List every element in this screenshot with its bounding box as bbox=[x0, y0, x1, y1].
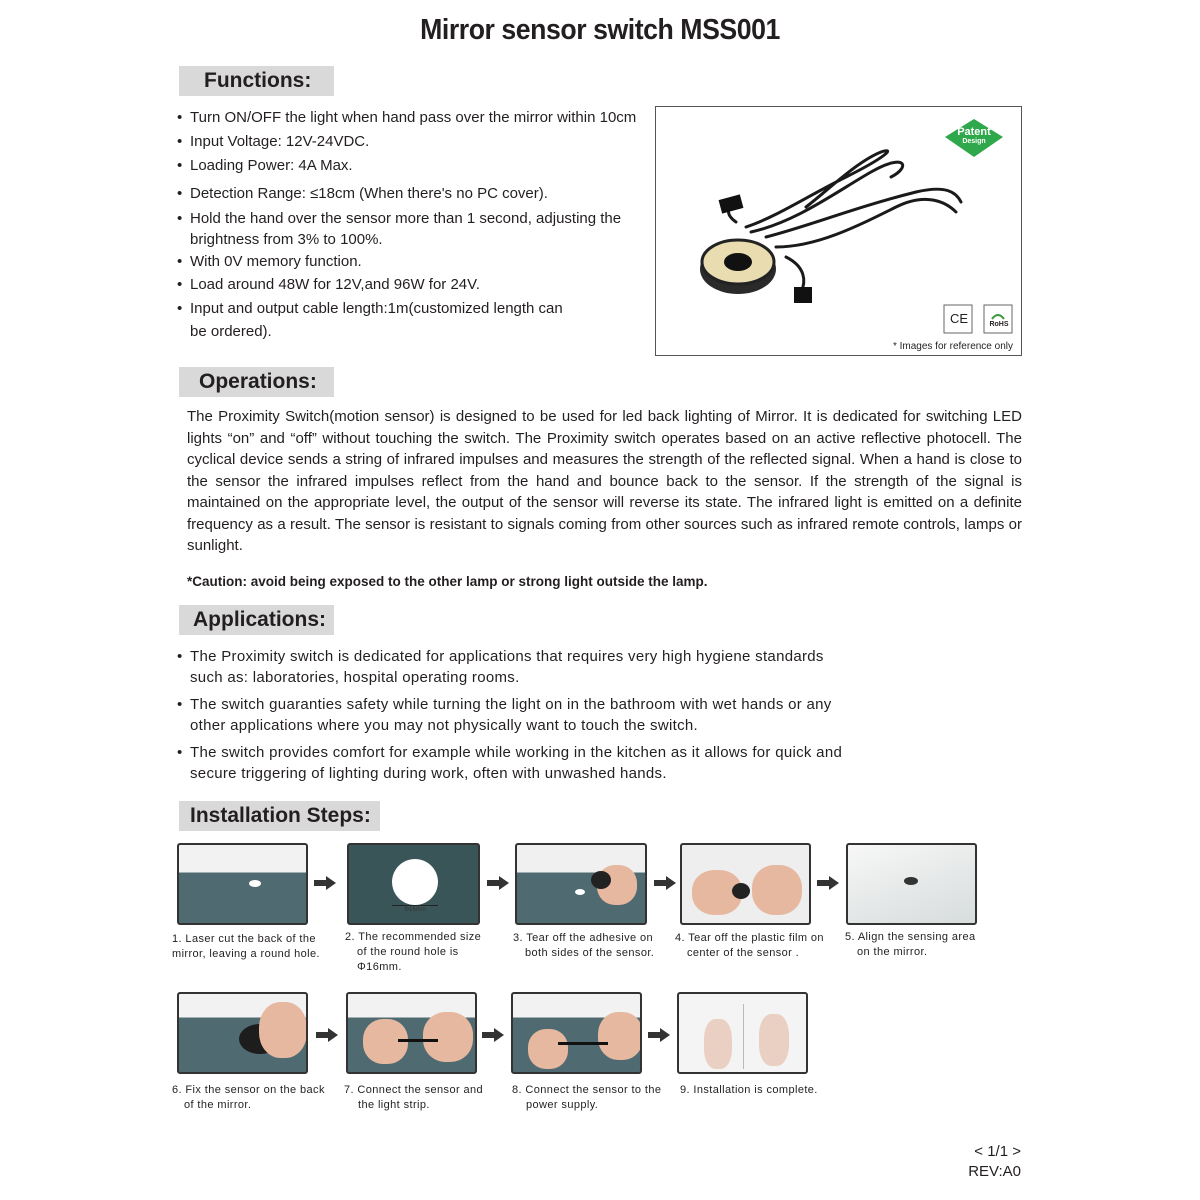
caption-line: 5. Align the sensing area bbox=[845, 931, 976, 943]
caption-line: mirror, leaving a round hole. bbox=[172, 948, 320, 960]
step-8-image bbox=[511, 992, 642, 1074]
applications-heading: Applications: bbox=[179, 605, 334, 635]
step-3-caption bbox=[513, 931, 654, 961]
step-3-image bbox=[515, 843, 647, 925]
caption-line: on the mirror. bbox=[857, 946, 928, 958]
connector-icon bbox=[719, 194, 744, 213]
step-2-image bbox=[347, 843, 480, 925]
rohs-mark-icon bbox=[984, 305, 1012, 333]
design-label: Design bbox=[962, 138, 986, 145]
page-title: Mirror sensor switch MSS001 bbox=[420, 14, 780, 46]
caution-note: *Caution: avoid being exposed to the other lamp or strong light outside the lamp. bbox=[187, 574, 708, 589]
operations-paragraph: The Proximity Switch(motion sensor) is designed to be used for led back lighting of Mirror. It is dedicated for switching LED lights “on” and “off” without touching the switch. The Proximity switch operates based on an active reflective photocell. The cyclical device sends a string of infrared impulses and measures the strength of the reflected signal. When a hand is close to the sensor the infrared impulses reflect from the hand and bounce back to the sensor. If the strength of the signal is maintained on the appropriate level, the output of the sensor will reverse its state. The infrared light is emitted on a definite frequency as a result. The sensor is resistant to signals coming from other sources such as infrared remote controls, lamps or sunlight. bbox=[187, 408, 1022, 554]
arrow-right-icon bbox=[487, 876, 509, 890]
caption-line: 6. Fix the sensor on the back bbox=[172, 1084, 325, 1096]
step-8-caption bbox=[512, 1083, 661, 1113]
step-9-caption bbox=[680, 1083, 818, 1098]
caption-line: of the mirror. bbox=[184, 1099, 252, 1111]
caption-line: Φ16mm. bbox=[357, 961, 402, 973]
step-6-image bbox=[177, 992, 308, 1074]
application-line: • The switch guaranties safety while turning the light on in the bathroom with wet hands or any bbox=[190, 696, 832, 713]
step-7-caption bbox=[344, 1083, 483, 1113]
operations-heading: Operations: bbox=[179, 367, 334, 397]
caption-line: 2. The recommended size bbox=[345, 931, 482, 943]
arrow-right-icon bbox=[314, 876, 336, 890]
caption-line: center of the sensor . bbox=[687, 947, 800, 959]
caption-line: both sides of the sensor. bbox=[525, 947, 655, 959]
function-item: • Input and output cable length:1m(customized length can bbox=[190, 300, 563, 317]
revision-label: REV:A0 bbox=[968, 1163, 1021, 1180]
step-5-caption bbox=[845, 930, 975, 960]
application-line: such as: laboratories, hospital operating rooms. bbox=[190, 669, 520, 686]
step-2-caption bbox=[345, 930, 481, 975]
arrow-right-icon bbox=[316, 1028, 338, 1042]
step-4-image bbox=[680, 843, 811, 925]
step-1-image bbox=[177, 843, 308, 925]
caption-line: 1. Laser cut the back of the bbox=[172, 933, 316, 945]
arrow-right-icon bbox=[817, 876, 839, 890]
patent-label: Patent bbox=[957, 126, 991, 138]
function-item-continued: brightness from 3% to 100%. bbox=[190, 231, 383, 248]
reference-note: * Images for reference only bbox=[892, 341, 1013, 352]
arrow-right-icon bbox=[648, 1028, 670, 1042]
function-item: • Hold the hand over the sensor more than 1 second, adjusting the bbox=[190, 210, 621, 227]
caption-line: 4. Tear off the plastic film on bbox=[675, 932, 824, 944]
caption-line: 8. Connect the sensor to the bbox=[512, 1084, 662, 1096]
function-item: • Turn ON/OFF the light when hand pass over the mirror within 10cm bbox=[190, 109, 636, 126]
step-4-caption bbox=[675, 931, 824, 961]
application-item bbox=[190, 646, 824, 688]
arrow-right-icon bbox=[654, 876, 676, 890]
dimension-label: Φ16mm bbox=[404, 907, 426, 913]
rohs-label: RoHS bbox=[989, 321, 1009, 328]
page-indicator: < 1/1 > bbox=[974, 1143, 1021, 1160]
function-item: • Detection Range: ≤18cm (When there's no PC cover). bbox=[190, 185, 548, 202]
step-9-image bbox=[677, 992, 808, 1074]
step-7-image bbox=[346, 992, 477, 1074]
ce-label: CE bbox=[949, 311, 969, 326]
step-1-caption bbox=[172, 932, 320, 962]
function-item: • Load around 48W for 12V,and 96W for 24V. bbox=[190, 276, 480, 293]
caption-line: 3. Tear off the adhesive on bbox=[513, 932, 654, 944]
function-item-continued: be ordered). bbox=[190, 323, 272, 340]
function-item: • With 0V memory function. bbox=[190, 253, 362, 270]
arrow-right-icon bbox=[482, 1028, 504, 1042]
application-line: secure triggering of lighting during work, often with unwashed hands. bbox=[190, 765, 667, 782]
function-item: • Loading Power: 4A Max. bbox=[190, 157, 353, 174]
installation-heading: Installation Steps: bbox=[179, 801, 380, 831]
function-item: • Input Voltage: 12V-24VDC. bbox=[190, 133, 369, 150]
application-line: • The Proximity switch is dedicated for applications that requires very high hygiene standards bbox=[190, 648, 824, 665]
application-line: • The switch provides comfort for example while working in the kitchen as it allows for quick and bbox=[190, 744, 843, 761]
step-5-image bbox=[846, 843, 977, 925]
application-item bbox=[190, 694, 832, 736]
functions-heading: Functions: bbox=[179, 66, 334, 96]
caption-line: 9. Installation is complete. bbox=[680, 1084, 818, 1096]
caption-line: 7. Connect the sensor and bbox=[344, 1084, 484, 1096]
application-line: other applications where you may not physically want to touch the switch. bbox=[190, 717, 698, 734]
application-item bbox=[190, 742, 842, 784]
caption-line: power supply. bbox=[526, 1099, 599, 1111]
caption-line: of the round hole is bbox=[357, 946, 459, 958]
connector-icon bbox=[794, 287, 812, 303]
product-image-box bbox=[655, 106, 1022, 356]
caption-line: the light strip. bbox=[358, 1099, 430, 1111]
step-6-caption bbox=[172, 1083, 325, 1113]
